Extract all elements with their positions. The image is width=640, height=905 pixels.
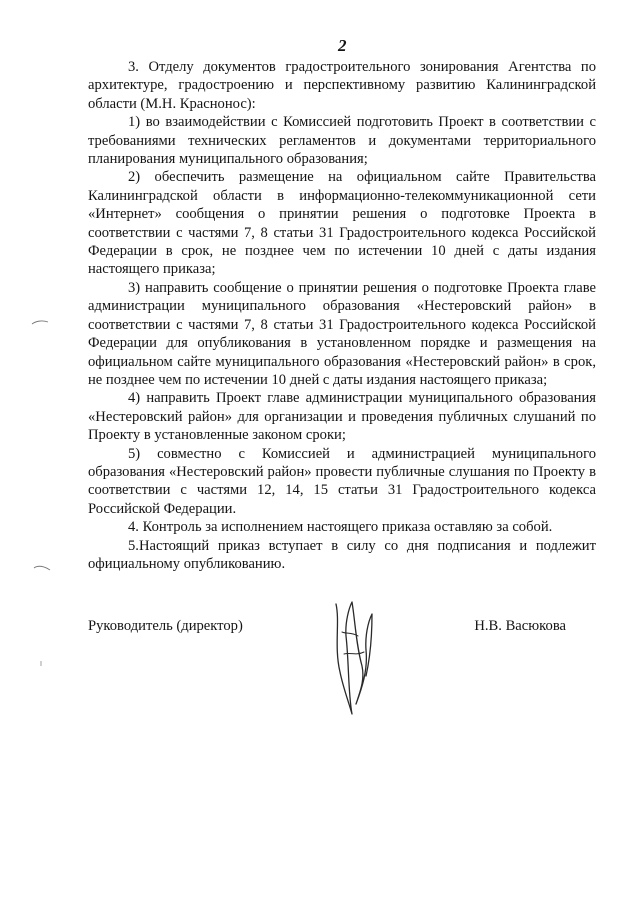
paragraph-item-4: 4. Контроль за исполнением настоящего приказа оставляю за собой. xyxy=(128,519,553,536)
paragraph-subitem-5: 5) совместно с Комиссией и администрацией муниципального образования «Нестеровский район» провести публичные слушания по Проекту в соответствии с частями 12, 14, 15 статьи 31 Градостроительного кодекса Российской Федерации. xyxy=(88,445,596,517)
paragraph-subitem-3: 3) направить сообщение о принятии решения о подготовке Проекта главе администрации муниципального образования «Нестеровский район» в соответствии с частями 7, 8 статьи 31 Градостроительного кодекса Российской Федерации для опубликования в установленном порядке и размещения на официальном сайте муниципального образования «Нестеровский район» в срок, не позднее чем по истечении 10 дней с даты издания настоящего приказа; xyxy=(88,279,596,388)
paragraph-item-3: 3. Отделу документов градостроительного зонирования Агентства по архитектуре, градостроению и перспективному развитию Калининградской области (М.Н. Краснонос): xyxy=(88,59,596,112)
signatory-name: Н.В. Васюкова xyxy=(474,618,566,634)
page-number: 2 xyxy=(338,36,347,55)
signatory-title: Руководитель (директор) xyxy=(88,618,243,634)
paragraph-subitem-2: 2) обеспечить размещение на официальном сайте Правительства Калининградской области в информационно-телекоммуникационной сети «Интернет» сообщения о принятии решения о подготовке Проекта в соответствии с частями 7, 8 статьи 31 Градостроительного кодекса Российской Федерации в срок, не позднее чем по истечении 10 дней с даты издания настоящего приказа; xyxy=(88,169,596,278)
paragraph-subitem-4: 4) направить Проект главе администрации муниципального образования «Нестеровский район» для организации и проведения публичных слушаний по Проекту в установленные законом сроки; xyxy=(88,390,596,444)
scan-margin-mark xyxy=(30,318,52,328)
paragraph-item-5: 5.Настоящий приказ вступает в силу со дня подписания и подлежит официальному опубликованию. xyxy=(88,537,596,572)
document-body xyxy=(88,58,596,573)
scan-margin-mark xyxy=(38,660,44,668)
handwritten-signature xyxy=(322,592,382,722)
scan-margin-mark xyxy=(32,563,54,573)
paragraph-subitem-1: 1) во взаимодействии с Комиссией подготовить Проект в соответствии с требованиями технических регламентов и документами территориального планирования муниципального образования; xyxy=(88,114,596,168)
